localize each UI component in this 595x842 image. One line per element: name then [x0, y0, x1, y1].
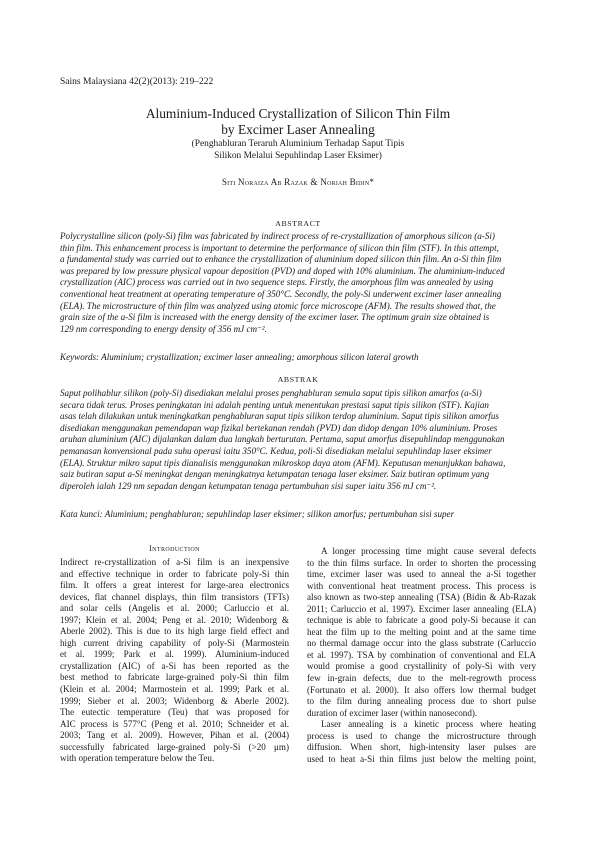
body-line: 1997; Klein et al. 2004; Peng et al. 2010; Widenborg &: [60, 614, 289, 625]
body-line: to the film during annealing process due to short pulse: [307, 696, 536, 707]
body-line: would promise a good crystallinity of poly-Si with very: [307, 661, 536, 672]
abstrak-line: saiz butiran saput a-Si meningkat dengan meningkatnya ketumpatan tenaga laser eksimer. Saiz butiran optimum yang: [60, 469, 490, 480]
body-line: heat the film up to the melting point and at the same time: [307, 626, 536, 637]
body-line: used to heat a-Si thin films just below the melting point,: [307, 753, 536, 764]
malay-title-line-2: Silikon Melalui Sepuhlindap Laser Eksimer): [214, 150, 382, 161]
abstrak-line: aruhan aluminium (AIC) dijalankan dalam dua langkah berturutan. Pertama, saput amorfus disepuhlindap menggunakan: [60, 434, 505, 445]
body-line: with operation temperature below the Teu.: [60, 753, 215, 764]
abstrak-line: secara tidak terus. Proses peningkatan ini adalah penting untuk menentukan prestasi saput tipis silikon (STF). Kajian: [60, 399, 489, 410]
title-line-1: Aluminium-Induced Crystallization of Silicon Thin Film: [145, 106, 451, 121]
author-list: Siti Noraiza Ab Razak & Noriah Bidin*: [221, 177, 375, 187]
introduction-heading: Introduction: [149, 544, 200, 553]
body-line: also known as two-step annealing (TSA) (Bidin & Ab-Razak: [307, 592, 536, 603]
abstrak-line: (ELA). Struktur mikro saput tipis dianalisis menggunakan mikroskop daya atom (AFM). Keputusan menunjukkan bahawa,: [60, 457, 506, 468]
body-line: (Klein et al. 2004; Marmostein et al. 1999; Park et al.: [60, 684, 289, 695]
journal-citation: Sains Malaysiana 42(2)(2013): 219–222: [60, 77, 214, 87]
body-line: Indirect re-crystallization of a-Si film is an inexpensive: [60, 557, 289, 567]
body-line: few in-grain defects, due to the melt-regrowth process: [307, 673, 536, 684]
body-line: devices, flat channel displays, thin film transistors (TFTs): [60, 591, 289, 602]
body-line: and solar cells (Angelis et al. 2000; Carluccio et al.: [60, 603, 289, 614]
abstract-heading: ABSTRACT: [275, 219, 321, 228]
kata-kunci-line: Kata kunci: Aluminium; penghabluran; sepuhlindap laser eksimer; silikon amorfus; pertumbuhan sisi super: [60, 509, 455, 519]
abstrak-line: asas telah dilakukan untuk meningkatkan penghabluran saput tipis silikon terdop aluminium. Saput tipis silikon amorfus: [60, 411, 499, 422]
abstrak-line: pemanasan konvensional pada suhu operasi iaitu 350°C. Kedua, poli-Si disediakan melalui sepuhlindap laser eksimer: [60, 445, 492, 456]
malay-title-line-1: (Penghabluran Teraruh Aluminium Terhadap Saput Tipis: [191, 139, 405, 149]
body-line: crystallization (AIC) of a-Si has been reported as the: [60, 660, 289, 671]
abstrak-body: [60, 388, 536, 492]
left-column: [60, 557, 289, 765]
body-line: et al. 1997). TSA by combination of conventional and ELA: [307, 649, 536, 660]
body-line: technique is able to fabricate a good poly-Si because it can: [307, 615, 536, 626]
abstract-line: 129 nm corresponding to energy density of 356 mJ cm⁻².: [60, 323, 267, 334]
body-line: best method to fabricate large-grained poly-Si thin film: [60, 672, 289, 683]
body-line: (Fortunato et al. 2000). It also offers low thermal budget: [307, 684, 536, 695]
keywords-line: Keywords: Aluminium; crystallization; excimer laser annealing; amorphous silicon lateral growth: [60, 352, 419, 362]
body-line: 1999; Sieber et al. 2003; Widenborg & Aberle 2002).: [60, 695, 289, 706]
abstrak-line: diperoleh ialah 129 nm sepadan dengan ketumpatan tenaga pertumbuhan sisi super iaitu 356 mJ cm⁻².: [60, 480, 437, 491]
abstract-body: [60, 231, 536, 335]
abstrak-line: disediakan menggunakan pemendapan wap fizikal bertekanan rendah (PVD) dan didop dengan 10% aluminium. Proses: [60, 422, 498, 433]
body-line: 2011; Carluccio et al. 1997). Excimer laser annealing (ELA): [307, 603, 536, 614]
body-line: et al. 1999; Park et al. 1999). Aluminium-induced: [60, 649, 289, 660]
body-line: AIC process is 577°C (Peng et al. 2010; Schneider et al.: [60, 718, 289, 729]
abstract-line: thin film. This enhancement process is important to determine the performance of silicon thin film (STF). In this attempt,: [60, 242, 499, 253]
paper-title: [60, 106, 536, 138]
body-line: time, excimer laser was used to anneal the a-Si together: [307, 569, 536, 580]
body-line: process is used to change the microstructure through: [307, 730, 536, 741]
body-line: 2003; Tang et al. 2009). However, Pihan et al. (2004): [60, 730, 289, 741]
body-line: no thermal damage occur into the glass substrate (Carluccio: [307, 638, 536, 649]
body-line: film. It offers a great interest for large-area electronics: [60, 580, 289, 591]
abstract-line: crystallization (AIC) process was carried out in two sequence steps. Firstly, the amorphous film was annealed by using: [60, 277, 494, 288]
abstract-line: grain size of the a-Si film is increased with the energy density of the excimer laser. The optimum grain size obtained is: [60, 312, 490, 323]
abstract-line: was prepared by low pressure physical vapour deposition (PVD) and doped with 10% aluminium. The aluminium-induced: [60, 265, 505, 276]
malay-title: [60, 139, 536, 162]
body-line: Laser annealing is a kinetic process where heating: [321, 719, 536, 730]
body-line: successfully fabricated large-grained poly-Si (>20 μm): [60, 741, 289, 752]
body-line: The eutectic temperature (Teu) that was proposed for: [60, 707, 289, 718]
abstract-line: Polycrystalline silicon (poly-Si) film was fabricated by indirect process of re-crystallization of amorphous silicon (a-Si): [60, 231, 495, 241]
body-line: A longer processing time might cause several defects: [321, 546, 536, 556]
body-line: high current driving capability of poly-Si (Marmostein: [60, 637, 289, 648]
right-column: [307, 546, 536, 765]
abstrak-heading: ABSTRAK: [277, 375, 319, 384]
body-line: with conventional heat treatment process. This process is: [307, 580, 536, 591]
body-line: duration of excimer laser (within nanosecond).: [307, 707, 478, 718]
abstract-line: conventional heat treatment at operating temperature of 350°C. Secondly, the poly-Si underwent excimer laser annealing: [60, 288, 502, 299]
body-line: Aberle 2002). This is due to its high large field effect and: [60, 626, 289, 637]
body-line: and effective technique in order to fabricate poly-Si thin: [60, 568, 289, 579]
abstrak-line: Saput polihablur silikon (poly-Si) disediakan melalui proses penghabluran semula saput tipis silikon amarfos (a-Si): [60, 388, 482, 398]
abstract-line: a fundamental study was carried out to enhance the crystallization of aluminium doped silicon thin film. An a-Si thin film: [60, 254, 502, 265]
body-line: diffusion. When short, high-intensity laser pulses are: [307, 742, 536, 753]
abstract-line: (ELA). The microstructure of thin film was analyzed using atomic force microscope (AFM). The results showed that, the: [60, 300, 496, 311]
body-line: to the thin films surface. In order to shorten the processing: [307, 557, 536, 568]
title-line-2: by Excimer Laser Annealing: [221, 122, 375, 137]
